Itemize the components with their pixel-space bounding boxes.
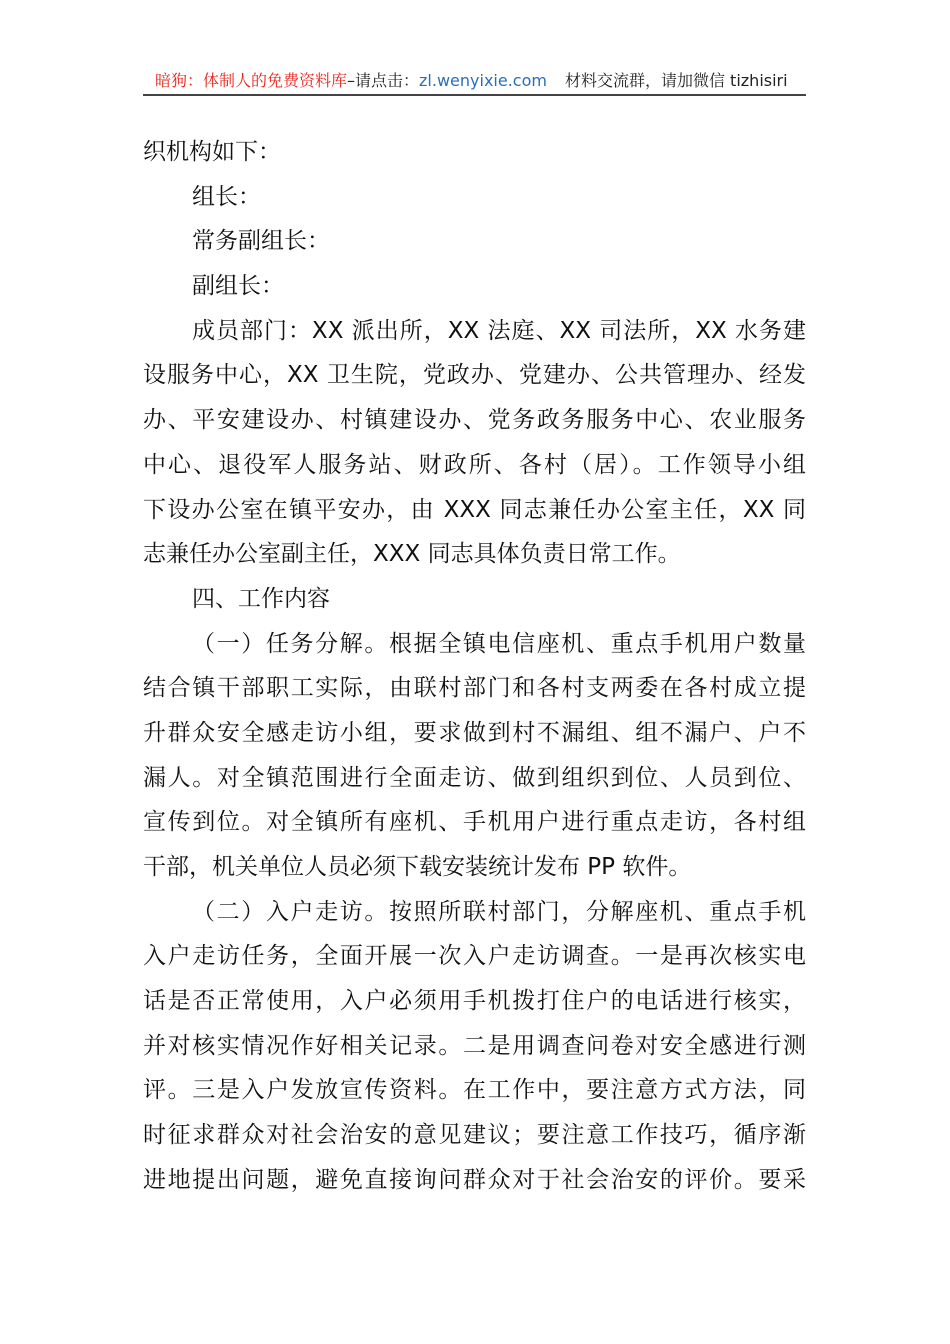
- document-body: [143, 130, 806, 1203]
- text-line: 宣传到位。对全镇所有座机、手机用户进行重点走访，各村组: [143, 809, 806, 836]
- text-line: 话是否正常使用，入户必须用手机拨打住户的电话进行核实，: [143, 988, 806, 1015]
- text-line: 中心、退役军人服务站、财政所、各村（居）。工作领导小组: [143, 451, 806, 478]
- text-line: 结合镇干部职工实际，由联村部门和各村支两委在各村成立提: [143, 675, 806, 702]
- header-link[interactable]: zl.wenyixie.com: [419, 71, 547, 90]
- text-line: 四、工作内容: [192, 585, 330, 612]
- text-line: 下设办公室在镇平安办，由 XXX 同志兼任办公室主任，XX 同: [143, 496, 806, 523]
- text-line: 副组长：: [192, 273, 284, 300]
- text-line: 漏人。对全镇范围进行全面走访、做到组织到位、人员到位、: [143, 764, 806, 791]
- text-line: 组长：: [192, 183, 261, 210]
- text-line: 时征求群众对社会治安的意见建议；要注意工作技巧，循序渐: [143, 1122, 806, 1149]
- text-line: 成员部门：XX 派出所，XX 法庭、XX 司法所，XX 水务建: [192, 317, 806, 344]
- text-line: 干部，机关单位人员必须下载安装统计发布 PP 软件。: [143, 854, 692, 880]
- text-line: 设服务中心，XX 卫生院，党政办、党建办、公共管理办、经发: [143, 362, 806, 389]
- header-click-prompt: –请点击：: [347, 71, 420, 90]
- text-line: 志兼任办公室副主任，XXX 同志具体负责日常工作。: [143, 541, 681, 568]
- header-wechat-note: 材料交流群，请加微信 tizhisiri: [564, 71, 788, 90]
- text-line: （二）入户走访。按照所联村部门，分解座机、重点手机: [192, 898, 806, 925]
- text-line: 并对核实情况作好相关记录。二是用调查问卷对安全感进行测: [143, 1032, 806, 1059]
- text-line: 入户走访任务，全面开展一次入户走访调查。一是再次核实电: [143, 943, 806, 970]
- text-line: 织机构如下：: [143, 139, 281, 165]
- header-site-name: 暗狗：体制人的免费资料库: [155, 71, 348, 90]
- text-line: （一）任务分解。根据全镇电信座机、重点手机用户数量: [192, 630, 806, 657]
- text-line: 进地提出问题，避免直接询问群众对于社会治安的评价。要采: [143, 1166, 806, 1193]
- text-line: 常务副组长：: [192, 228, 330, 255]
- text-line: 升群众安全感走访小组，要求做到村不漏组、组不漏户、户不: [143, 719, 806, 746]
- page-header: [143, 68, 806, 96]
- text-line: 办、平安建设办、村镇建设办、党务政务服务中心、农业服务: [143, 407, 806, 434]
- text-line: 评。三是入户发放宣传资料。在工作中，要注意方式方法，同: [143, 1077, 806, 1104]
